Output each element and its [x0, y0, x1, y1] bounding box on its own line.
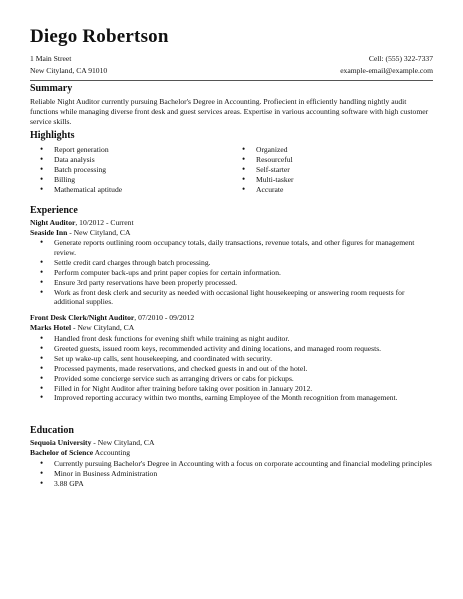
list-item: • Provided some concierge service such as arranging drivers or cabs for pickups. [30, 374, 433, 384]
street-address: 1 Main Street [30, 54, 72, 63]
header-divider [30, 80, 433, 81]
list-item: • Set up wake-up calls, sent housekeeping, and coordinated with security. [30, 354, 433, 364]
school-name: Sequoia University [30, 438, 92, 447]
job-location: - New Cityland, CA [71, 323, 135, 332]
list-item: • Organized [232, 145, 432, 155]
contact-row-1 [30, 54, 433, 64]
job-dates: , 10/2012 - Current [75, 218, 134, 227]
summary-heading: Summary [30, 83, 73, 94]
candidate-name: Diego Robertson [30, 26, 169, 47]
list-item: • Data analysis [30, 155, 230, 165]
list-item: • Minor in Business Administration [30, 469, 433, 479]
list-item: • Improved reporting accuracy within two months, earning Employee of the Month recognition from management. [30, 393, 433, 403]
list-item: • Handled front desk functions for evening shift while training as night auditor. [30, 334, 433, 344]
summary-text: Reliable Night Auditor currently pursuing Bachelor's Degree in Accounting. Profiecient in efficiently handling nightly audit functions while managing diverse front desk and guest services areas. Expertise in various accounting software with high customer service skills. [30, 97, 429, 126]
list-item: • Work as front desk clerk and security as needed with occasional light housekeeping or answering room requests for additional supplies. [30, 288, 433, 308]
experience-heading: Experience [30, 205, 78, 216]
degree-field: Accounting [93, 448, 131, 457]
degree-line [30, 448, 130, 458]
list-item: • Batch processing [30, 165, 230, 175]
list-item: • Accurate [232, 185, 432, 195]
job-title: Front Desk Clerk/Night Auditor [30, 313, 135, 322]
job-company-line [30, 323, 134, 333]
job-bullets [30, 334, 433, 403]
job-dates: , 07/2010 - 09/2012 [134, 313, 195, 322]
job-title: Night Auditor [30, 218, 76, 227]
job-company-line [30, 228, 130, 238]
list-item: • Greeted guests, issued room keys, recommended activity and dining locations, and managed room requests. [30, 344, 433, 354]
list-item: • Billing [30, 175, 230, 185]
highlights-heading: Highlights [30, 130, 75, 141]
list-item: • Perform computer back-ups and print paper copies for certain information. [30, 268, 433, 278]
list-item: • Mathematical aptitude [30, 185, 230, 195]
email-address: example-email@example.com [340, 66, 433, 75]
job-title-line [30, 218, 134, 228]
education-heading: Education [30, 425, 74, 436]
list-item: • Processed payments, made reservations, and checked guests in and out of the hotel. [30, 364, 433, 374]
list-item: • Resourceful [232, 155, 432, 165]
list-item: • Generate reports outlining room occupancy totals, daily transactions, revenue totals, and other figures for management review. [30, 238, 433, 258]
list-item: • Self-starter [232, 165, 432, 175]
list-item: • Filled in for Night Auditor after training before taking over position in January 2012. [30, 384, 433, 394]
highlights-right-list [232, 145, 432, 195]
degree-name: Bachelor of Science [30, 448, 94, 457]
list-item: • Ensure 3rd party reservations have been properly processed. [30, 278, 433, 288]
contact-row-2 [30, 66, 433, 76]
job-bullets [30, 238, 433, 307]
list-item: • Currently pursuing Bachelor's Degree in Accounting with a focus on corporate accounting and financial modeling principles [30, 459, 433, 469]
education-bullets [30, 459, 433, 489]
school-line [30, 438, 154, 448]
list-item: • Multi-tasker [232, 175, 432, 185]
school-location: - New Cityland, CA [91, 438, 155, 447]
highlights-left-list [30, 145, 230, 195]
job-company: Marks Hotel [30, 323, 72, 332]
city-address: New Cityland, CA 91010 [30, 66, 108, 75]
list-item: • Report generation [30, 145, 230, 155]
list-item: • 3.88 GPA [30, 479, 433, 489]
job-title-line [30, 313, 194, 323]
list-item: • Settle credit card charges through batch processing. [30, 258, 433, 268]
job-company: Seaside Inn [30, 228, 68, 237]
cell-phone: Cell: (555) 322-7337 [368, 54, 433, 63]
job-location: - New Cityland, CA [67, 228, 131, 237]
